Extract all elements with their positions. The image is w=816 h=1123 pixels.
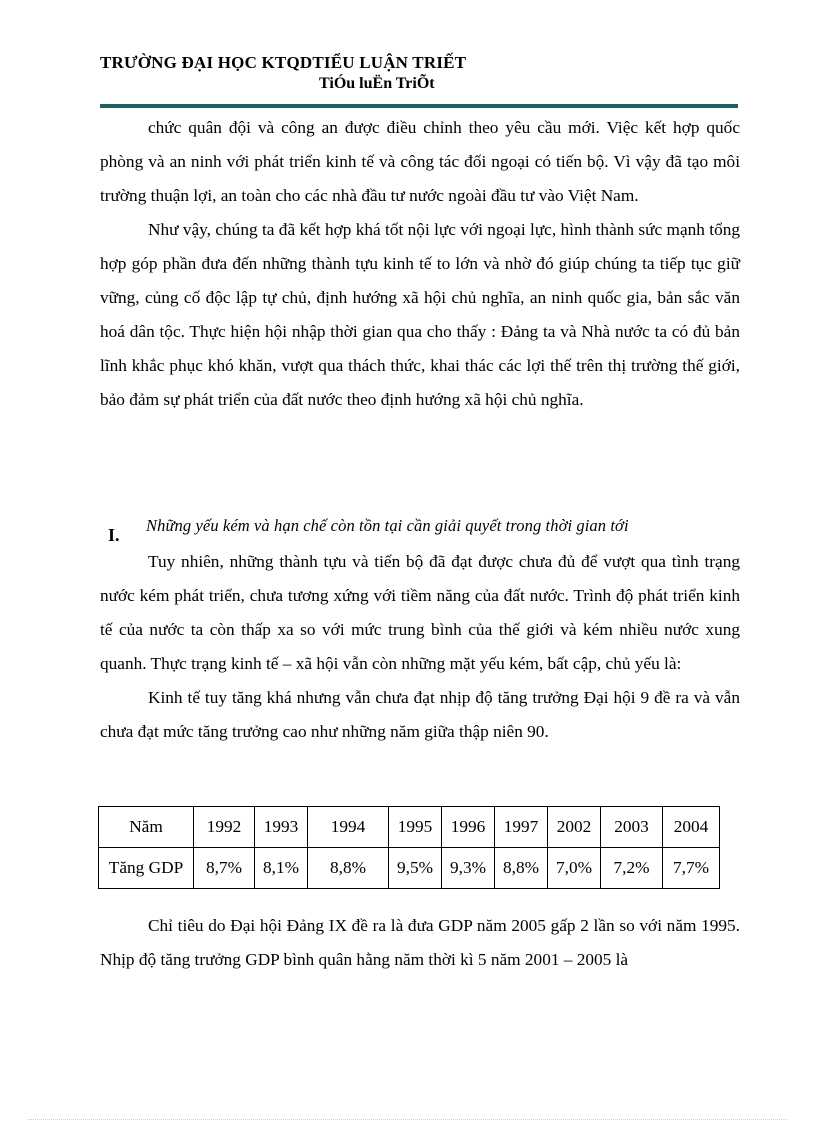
table-cell: 2003 <box>601 807 663 848</box>
table-cell: 8,8% <box>495 848 548 889</box>
table-cell: 1995 <box>389 807 442 848</box>
table-row-label: Năm <box>99 807 194 848</box>
table-cell: 1997 <box>495 807 548 848</box>
body-text-top <box>100 111 740 417</box>
page-bottom-divider <box>28 1119 788 1120</box>
paragraph: Tuy nhiên, những thành tựu và tiến bộ đã đạt được chưa đủ để vượt qua tình trạng nước kém phát triển, chưa tương xứng với tiềm năng của đất nước. Trình độ phát triển kinh tế của nước ta còn thấp xa so với mức trung bình của thế giới và kém nhiều nước xung quanh. Thực trạng kinh tế – xã hội vẫn còn những mặt yếu kém, bất cập, chủ yếu là: <box>100 552 740 673</box>
table-cell: 8,7% <box>194 848 255 889</box>
table-cell: 1992 <box>194 807 255 848</box>
page-header <box>100 52 740 94</box>
body-text-middle <box>100 545 740 749</box>
table-cell: 7,2% <box>601 848 663 889</box>
paragraph: Kinh tế tuy tăng khá nhưng vẫn chưa đạt nhịp độ tăng trưởng Đại hội 9 đề ra và vẫn chưa đạt mức tăng trưởng cao như những năm giữa thập niên 90. <box>100 688 740 741</box>
table-cell: 9,5% <box>389 848 442 889</box>
table-cell: 8,8% <box>308 848 389 889</box>
table-row <box>99 848 720 889</box>
table-row <box>99 807 720 848</box>
gdp-table <box>98 806 720 889</box>
table-cell: 7,0% <box>548 848 601 889</box>
table-cell: 9,3% <box>442 848 495 889</box>
paragraph: Chỉ tiêu do Đại hội Đảng IX đề ra là đưa GDP năm 2005 gấp 2 lần so với năm 1995. Nhịp độ tăng trưởng GDP bình quân hằng năm thời kì 5 năm 2001 – 2005 là <box>100 916 740 969</box>
table-cell: 1996 <box>442 807 495 848</box>
paragraph: chức quân đội và công an được điều chỉnh theo yêu cầu mới. Việc kết hợp quốc phòng và an ninh với phát triển kinh tế và công tác đối ngoại có tiến bộ. Vì vậy đã tạo môi trường thuận lợi, an toàn cho các nhà đầu tư nước ngoài đầu tư vào Việt Nam. <box>100 118 740 205</box>
section-title: Những yếu kém và hạn chế còn tồn tại cần giải quyết trong thời gian tới <box>146 516 629 535</box>
table-cell: 2002 <box>548 807 601 848</box>
table-row-label: Tăng GDP <box>99 848 194 889</box>
paragraph: Như vậy, chúng ta đã kết hợp khá tốt nội lực với ngoại lực, hình thành sức mạnh tổng hợp góp phần đưa đến những thành tựu kinh tế to lớn và nhờ đó giúp chúng ta tiếp tục giữ vững, củng cố độc lập tự chủ, định hướng xã hội chủ nghĩa, an ninh quốc gia, bản sắc văn hoá dân tộc. Thực hiện hội nhập thời gian qua cho thấy : Đảng ta và Nhà nước ta có đủ bản lĩnh khắc phục khó khăn, vượt qua thách thức, khai thác các lợi thế trên thị trường thế giới, bảo đảm sự phát triển của đất nước theo định hướng xã hội chủ nghĩa. <box>100 220 740 409</box>
table-cell: 1993 <box>255 807 308 848</box>
header-divider <box>100 104 738 108</box>
header-subtitle: TiÓu luËn TriÕt <box>319 75 435 92</box>
table-cell: 7,7% <box>663 848 720 889</box>
table-cell: 8,1% <box>255 848 308 889</box>
body-text-bottom <box>100 909 740 977</box>
header-title: TRƯỜNG ĐẠI HỌC KTQDTIỂU LUẬN TRIẾT <box>100 53 467 72</box>
section-number: I. <box>108 525 120 545</box>
table-cell: 2004 <box>663 807 720 848</box>
table-cell: 1994 <box>308 807 389 848</box>
section-heading <box>100 514 740 544</box>
